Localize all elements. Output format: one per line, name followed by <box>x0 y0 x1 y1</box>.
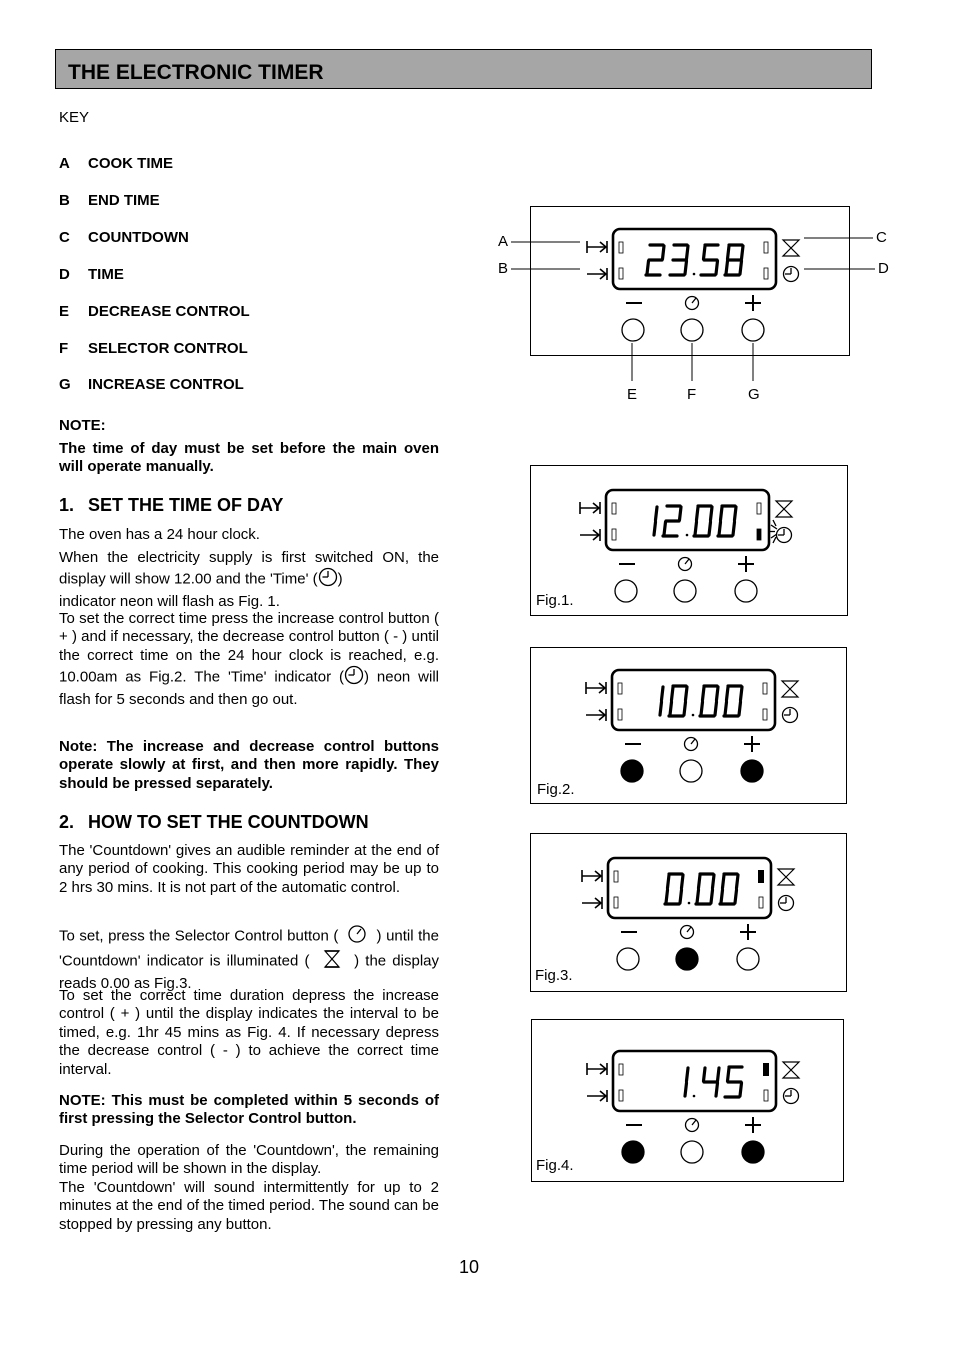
cook-time-icon <box>587 1063 607 1075</box>
increase-button[interactable] <box>741 760 763 782</box>
selector-button[interactable] <box>681 1141 703 1163</box>
key-item-text: END TIME <box>88 192 160 209</box>
selector-icon <box>681 926 694 939</box>
page-title: THE ELECTRONIC TIMER <box>68 61 324 84</box>
key-item-text: INCREASE CONTROL <box>88 376 244 393</box>
cook-time-icon <box>586 682 606 694</box>
section-2-p2-mid: ) until the 'Countdown' indicator is illuminated ( <box>59 927 439 971</box>
key-item-letter: B <box>59 192 70 209</box>
figure-2 <box>530 647 847 804</box>
note-text: The time of day must be set before the main oven will operate manually. <box>59 440 439 476</box>
section-1-note: Note: The increase and decrease control buttons operate slowly at first, and then more rapidly. They should be pressed separately. <box>59 738 439 792</box>
section-2-p3: To set the correct time duration depress the increase control ( + ) until the display indicates the interval to be timed, e.g. 1hr 45 mins as Fig. 4. If necessary depress the decrease control ( - ) to achieve the correct time interval. <box>59 987 439 1078</box>
cook-time-icon <box>582 870 602 882</box>
hourglass-icon <box>783 1062 799 1078</box>
lcd-decimal-point <box>692 714 695 717</box>
lcd-window <box>613 1051 776 1111</box>
lcd-window <box>612 670 775 730</box>
section-2-heading <box>59 812 369 833</box>
end-time-icon <box>586 709 606 721</box>
section-1-p3-tail: ) neon will flash for 5 seconds and then go out. <box>59 668 440 708</box>
lcd-window <box>606 490 769 550</box>
clock-icon <box>318 567 338 592</box>
selector-button[interactable] <box>674 580 696 602</box>
countdown-indicator <box>759 871 763 882</box>
selector-icon <box>686 1119 699 1132</box>
section-2-p1: The 'Countdown' gives an audible reminder at the end of any period of cooking. This cooking period may be up to 2 hrs 30 mins. It is not part of the automatic control. <box>59 842 439 896</box>
section-2-note: NOTE: This must be completed within 5 seconds of first pressing the Selector Control button. <box>59 1092 439 1128</box>
section-2-p5: The 'Countdown' will sound intermittently for up to 2 minutes at the end of the timed period. The sound can be stopped by pressing any button. <box>59 1179 439 1233</box>
figure-4 <box>531 1019 844 1182</box>
selector-icon <box>685 738 698 751</box>
section-1-number: 1. <box>59 495 75 515</box>
lcd-window <box>608 858 771 918</box>
hourglass-icon <box>778 869 794 885</box>
timer-panel-graphic <box>581 854 811 974</box>
timer-panel-graphic <box>585 666 815 786</box>
callout-f: F <box>687 386 697 403</box>
section-1-p2-tail: indicator neon will flash as Fig. 1. <box>59 592 280 610</box>
clock-icon <box>783 708 798 723</box>
clock-icon <box>779 896 794 911</box>
key-item-letter: A <box>59 155 70 172</box>
lcd-decimal-point <box>686 534 689 537</box>
decrease-button[interactable] <box>622 1141 644 1163</box>
section-2-p2-tail: ) the display reads 0.00 as Fig.3. <box>59 953 439 992</box>
key-item-letter: F <box>59 340 69 357</box>
key-item-letter: E <box>59 303 70 320</box>
section-2-number: 2. <box>59 812 75 832</box>
key-item-text: DECREASE CONTROL <box>88 303 250 320</box>
hourglass-icon <box>322 949 342 974</box>
key-item-text: COUNTDOWN <box>88 229 189 246</box>
figure-1-label: Fig.1. <box>536 592 574 609</box>
section-1-p1: The oven has a 24 hour clock. <box>59 526 260 543</box>
cook-time-icon <box>580 502 600 514</box>
increase-button[interactable] <box>735 580 757 602</box>
section-1-p2-text: When the electricity supply is first switched ON, the display will show 12.00 and the 'Time' ( <box>59 549 439 589</box>
callout-c: C <box>876 229 887 246</box>
end-time-icon <box>582 897 602 909</box>
figure-1-timer <box>579 486 809 611</box>
lcd-decimal-point <box>693 1095 696 1098</box>
section-1-p2-close: ) <box>337 571 343 589</box>
figure-2-timer <box>585 666 815 791</box>
selector-icon <box>679 558 692 571</box>
plus-icon <box>745 1117 761 1133</box>
key-item-letter: C <box>59 229 70 246</box>
clock-icon <box>344 665 364 690</box>
key-item-text: TIME <box>88 266 124 283</box>
section-1-p2 <box>59 549 439 611</box>
plus-icon <box>744 736 760 752</box>
section-2-p2-text: To set, press the Selector Control button ( <box>59 927 339 945</box>
section-1-p3 <box>59 610 439 709</box>
figure-3 <box>530 833 847 992</box>
plus-icon <box>740 924 756 940</box>
decrease-button[interactable] <box>621 760 643 782</box>
decrease-button[interactable] <box>617 948 639 970</box>
selector-icon <box>347 924 367 949</box>
callout-g: G <box>748 386 760 403</box>
increase-button[interactable] <box>737 948 759 970</box>
note-heading: NOTE: <box>59 417 106 434</box>
end-time-icon <box>587 1090 607 1102</box>
callout-d: D <box>878 260 889 277</box>
section-1-title: SET THE TIME OF DAY <box>88 495 284 515</box>
clock-icon <box>784 1089 799 1104</box>
plus-icon <box>738 556 754 572</box>
figure-1 <box>530 465 848 616</box>
time-indicator-lit <box>757 529 761 540</box>
hourglass-icon <box>776 501 792 517</box>
callout-lines <box>0 0 954 420</box>
callout-a: A <box>498 233 509 250</box>
end-time-icon <box>580 529 600 541</box>
figure-3-label: Fig.3. <box>535 967 573 984</box>
figure-4-timer <box>586 1047 816 1172</box>
callout-b: B <box>498 260 509 277</box>
selector-button[interactable] <box>680 760 702 782</box>
figure-2-label: Fig.2. <box>537 781 575 798</box>
hourglass-icon <box>782 681 798 697</box>
figure-3-timer <box>581 854 811 979</box>
key-item-letter: G <box>59 376 71 393</box>
page-number: 10 <box>459 1257 480 1277</box>
section-2-p2 <box>59 924 439 993</box>
section-1-p3-text: To set the correct time press the increase control button ( + ) and if necessary, the decrease control button ( - ) until the correct time on the 24 hour clock is reached, e.g. 10.00am as Fig.2. The 'Time' indicator ( <box>59 610 439 686</box>
countdown-indicator <box>764 1064 768 1075</box>
key-item-letter: D <box>59 266 70 283</box>
clock-icon <box>777 528 792 543</box>
key-item-text: SELECTOR CONTROL <box>88 340 248 357</box>
timer-panel-graphic <box>586 1047 816 1167</box>
section-1-heading <box>59 495 283 516</box>
decrease-button[interactable] <box>615 580 637 602</box>
timer-panel-graphic <box>579 486 809 606</box>
callout-e: E <box>627 386 638 403</box>
figure-4-label: Fig.4. <box>536 1157 574 1174</box>
section-2-p4: During the operation of the 'Countdown', the remaining time period will be shown in the display. <box>59 1142 439 1178</box>
lcd-decimal-point <box>688 902 691 905</box>
selector-button[interactable] <box>676 948 698 970</box>
key-item-text: COOK TIME <box>88 155 173 172</box>
key-label: KEY <box>59 109 90 126</box>
section-2-title: HOW TO SET THE COUNTDOWN <box>88 812 369 832</box>
increase-button[interactable] <box>742 1141 764 1163</box>
